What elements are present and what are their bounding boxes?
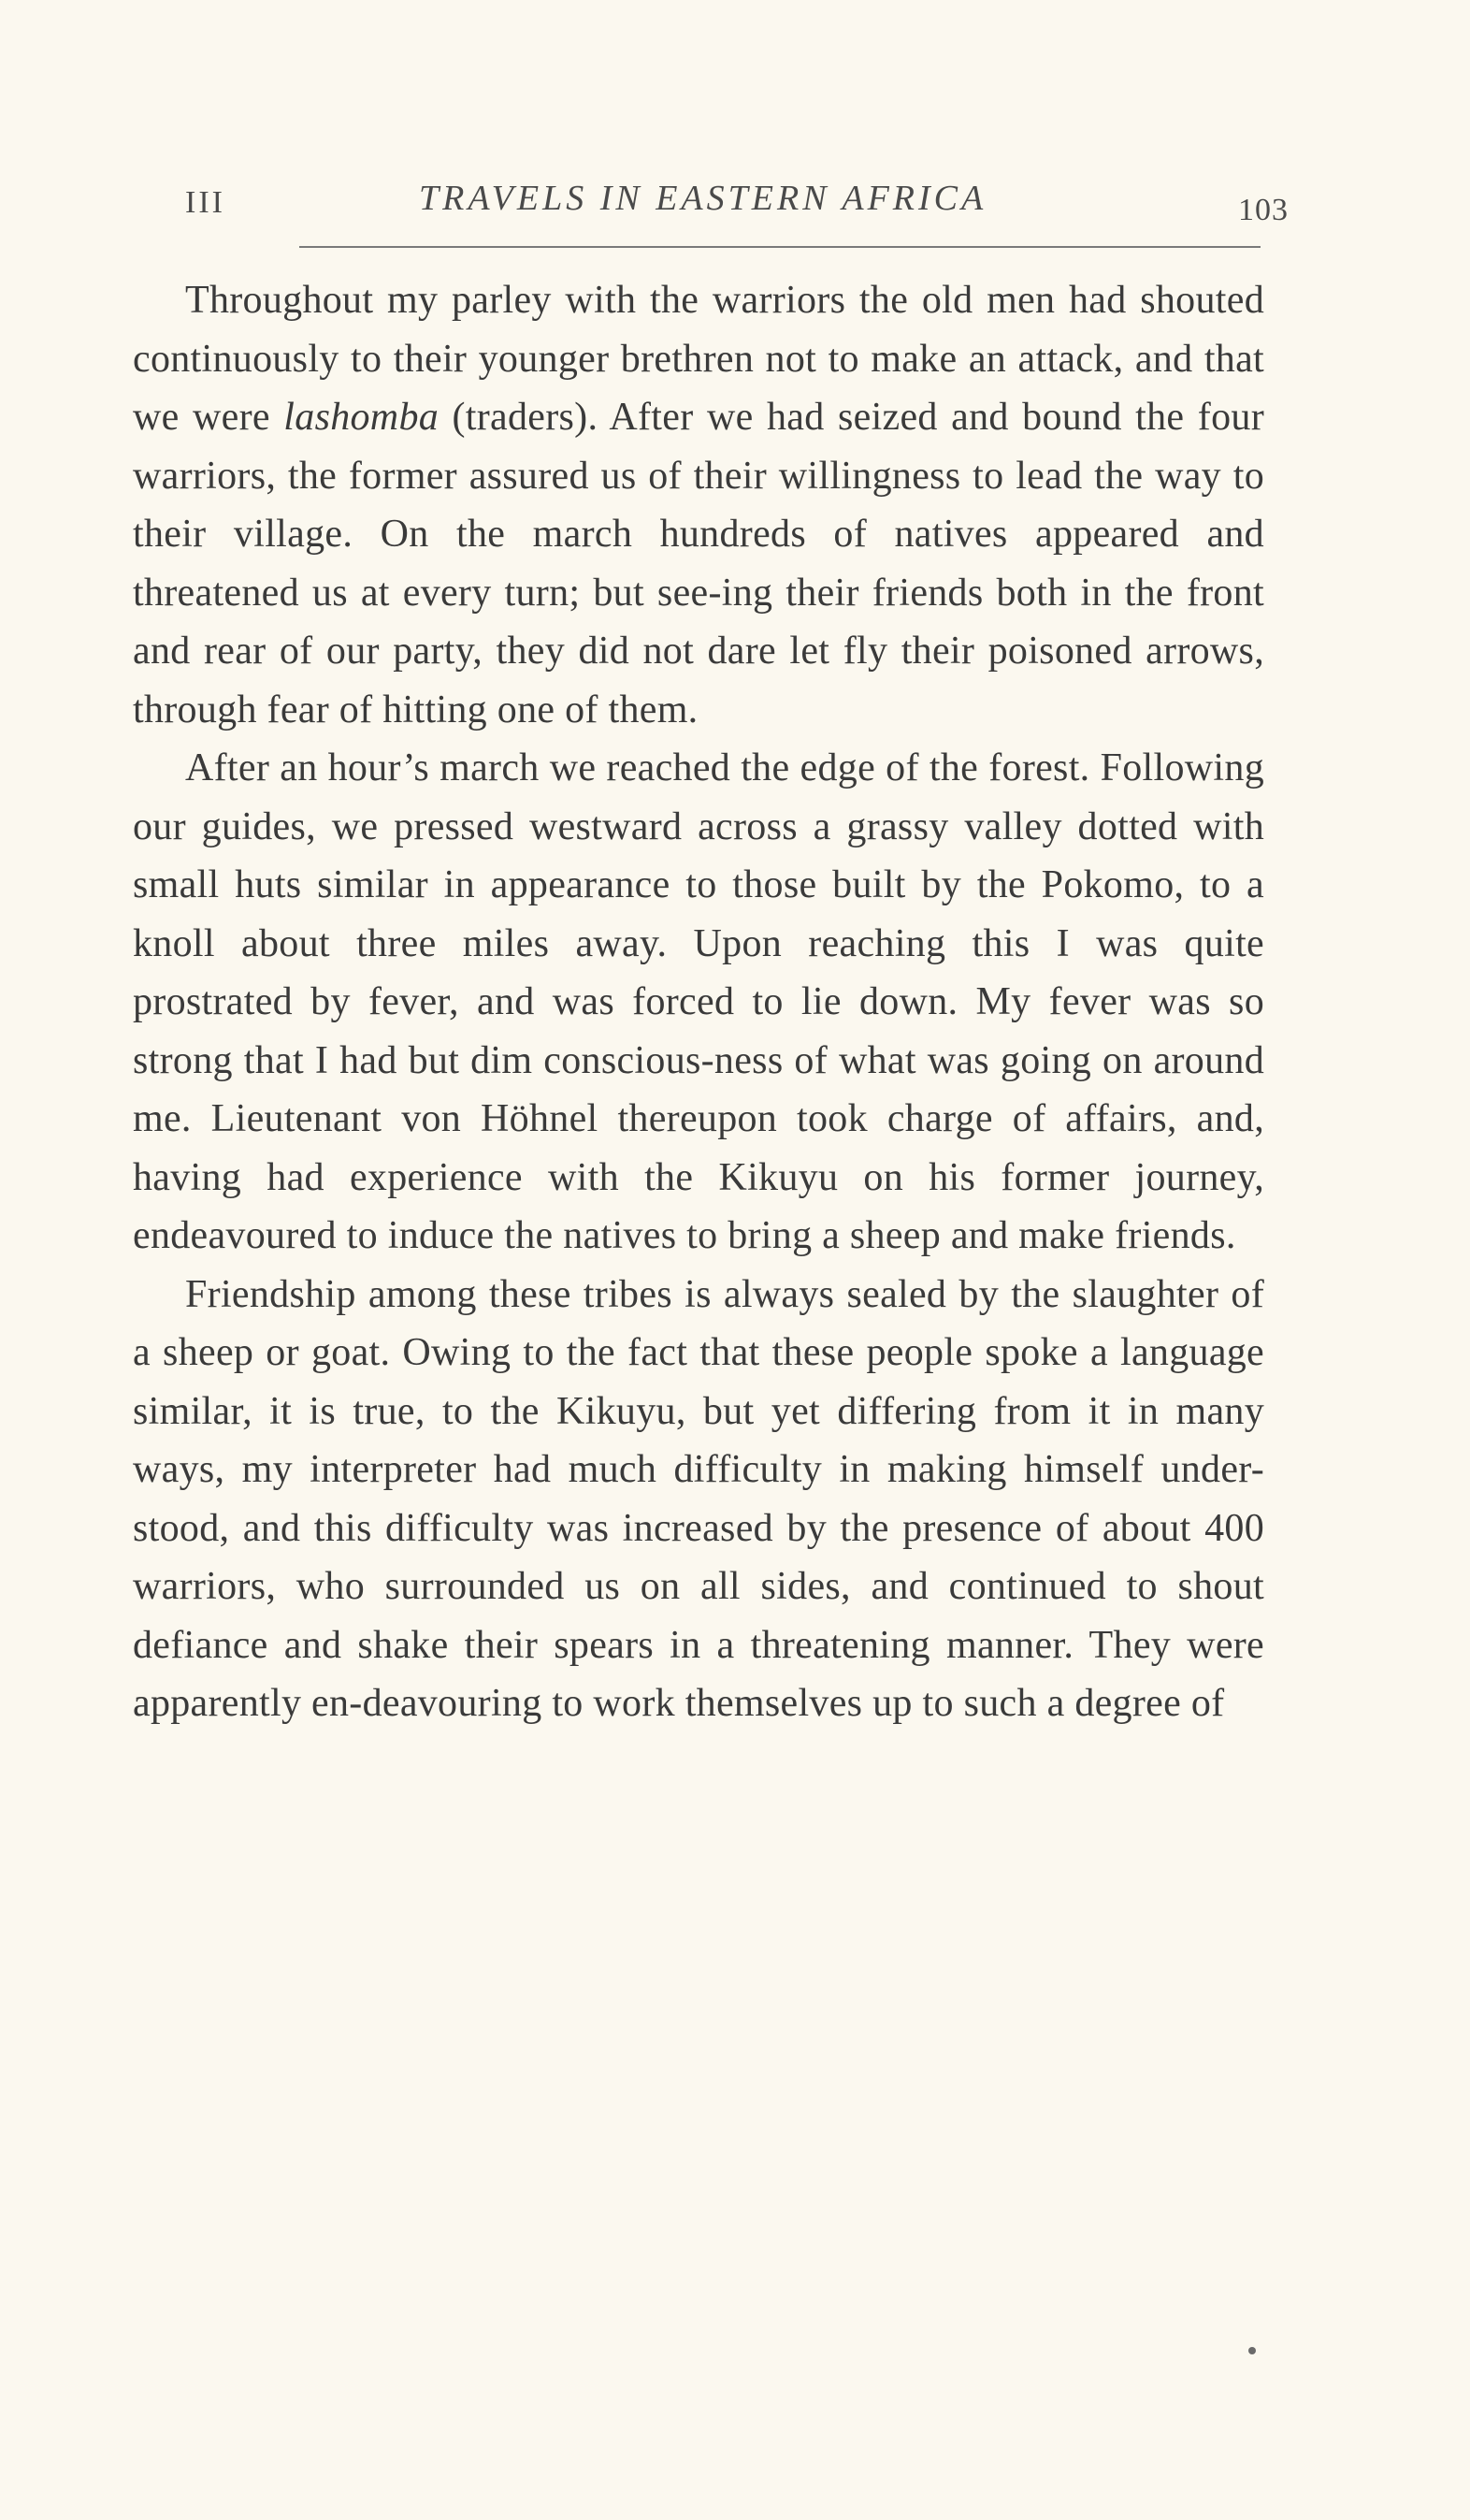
paragraph-1-text-a: Throughout my parley with the warriors the old men had shouted continuously to their younger brethren not to make an attack, and that we were — [133, 279, 1264, 439]
chapter-number: III — [185, 185, 225, 220]
running-head — [185, 176, 1289, 232]
paragraph-1-text-b: (traders). After we had seized and bound the four warriors, the former assured us of their willingness to lead the way to their village. On the march hundreds of natives appeared and threatened us at every turn; but see-ing their friends both in the front and rear of our party, they did not dare let fly their poisoned arrows, through fear of hitting one of them. — [133, 396, 1264, 731]
paragraph-1 — [133, 271, 1264, 739]
paragraph-2: After an hour’s march we reached the edge of the forest. Following our guides, we pressed westward across a grassy valley dotted with small huts similar in appearance to those built by the Pokomo, to a knoll about three miles away. Upon reaching this I was quite prostrated by fever, and was forced to lie down. My fever was so strong that I had but dim conscious-ness of what was going on around me. Lieutenant von Höhnel thereupon took charge of affairs, and, having had experience with the Kikuyu on his former journey, endeavoured to induce the natives to bring a sheep and make friends. — [133, 746, 1264, 1257]
running-title: TRAVELS IN EASTERN AFRICA — [419, 179, 987, 218]
italic-term: lashomba — [283, 396, 440, 439]
paragraph-3: Friendship among these tribes is always sealed by the slaughter of a sheep or goat. Owing to the fact that these people spoke a language similar, it is true, to the Kikuyu, but yet differing from it in many ways, my interpreter had much difficulty in making himself under-stood, and this difficulty was increased by the presence of about 400 warriors, who surrounded us on all sides, and continued to shout defiance and shake their spears in a threatening manner. They were apparently en-deavouring to work themselves up to such a degree of — [133, 1272, 1264, 1725]
printer-mark — [1248, 2347, 1256, 2354]
body-text — [133, 271, 1264, 1733]
page-number: 103 — [1238, 193, 1289, 227]
header-rule — [299, 246, 1261, 248]
